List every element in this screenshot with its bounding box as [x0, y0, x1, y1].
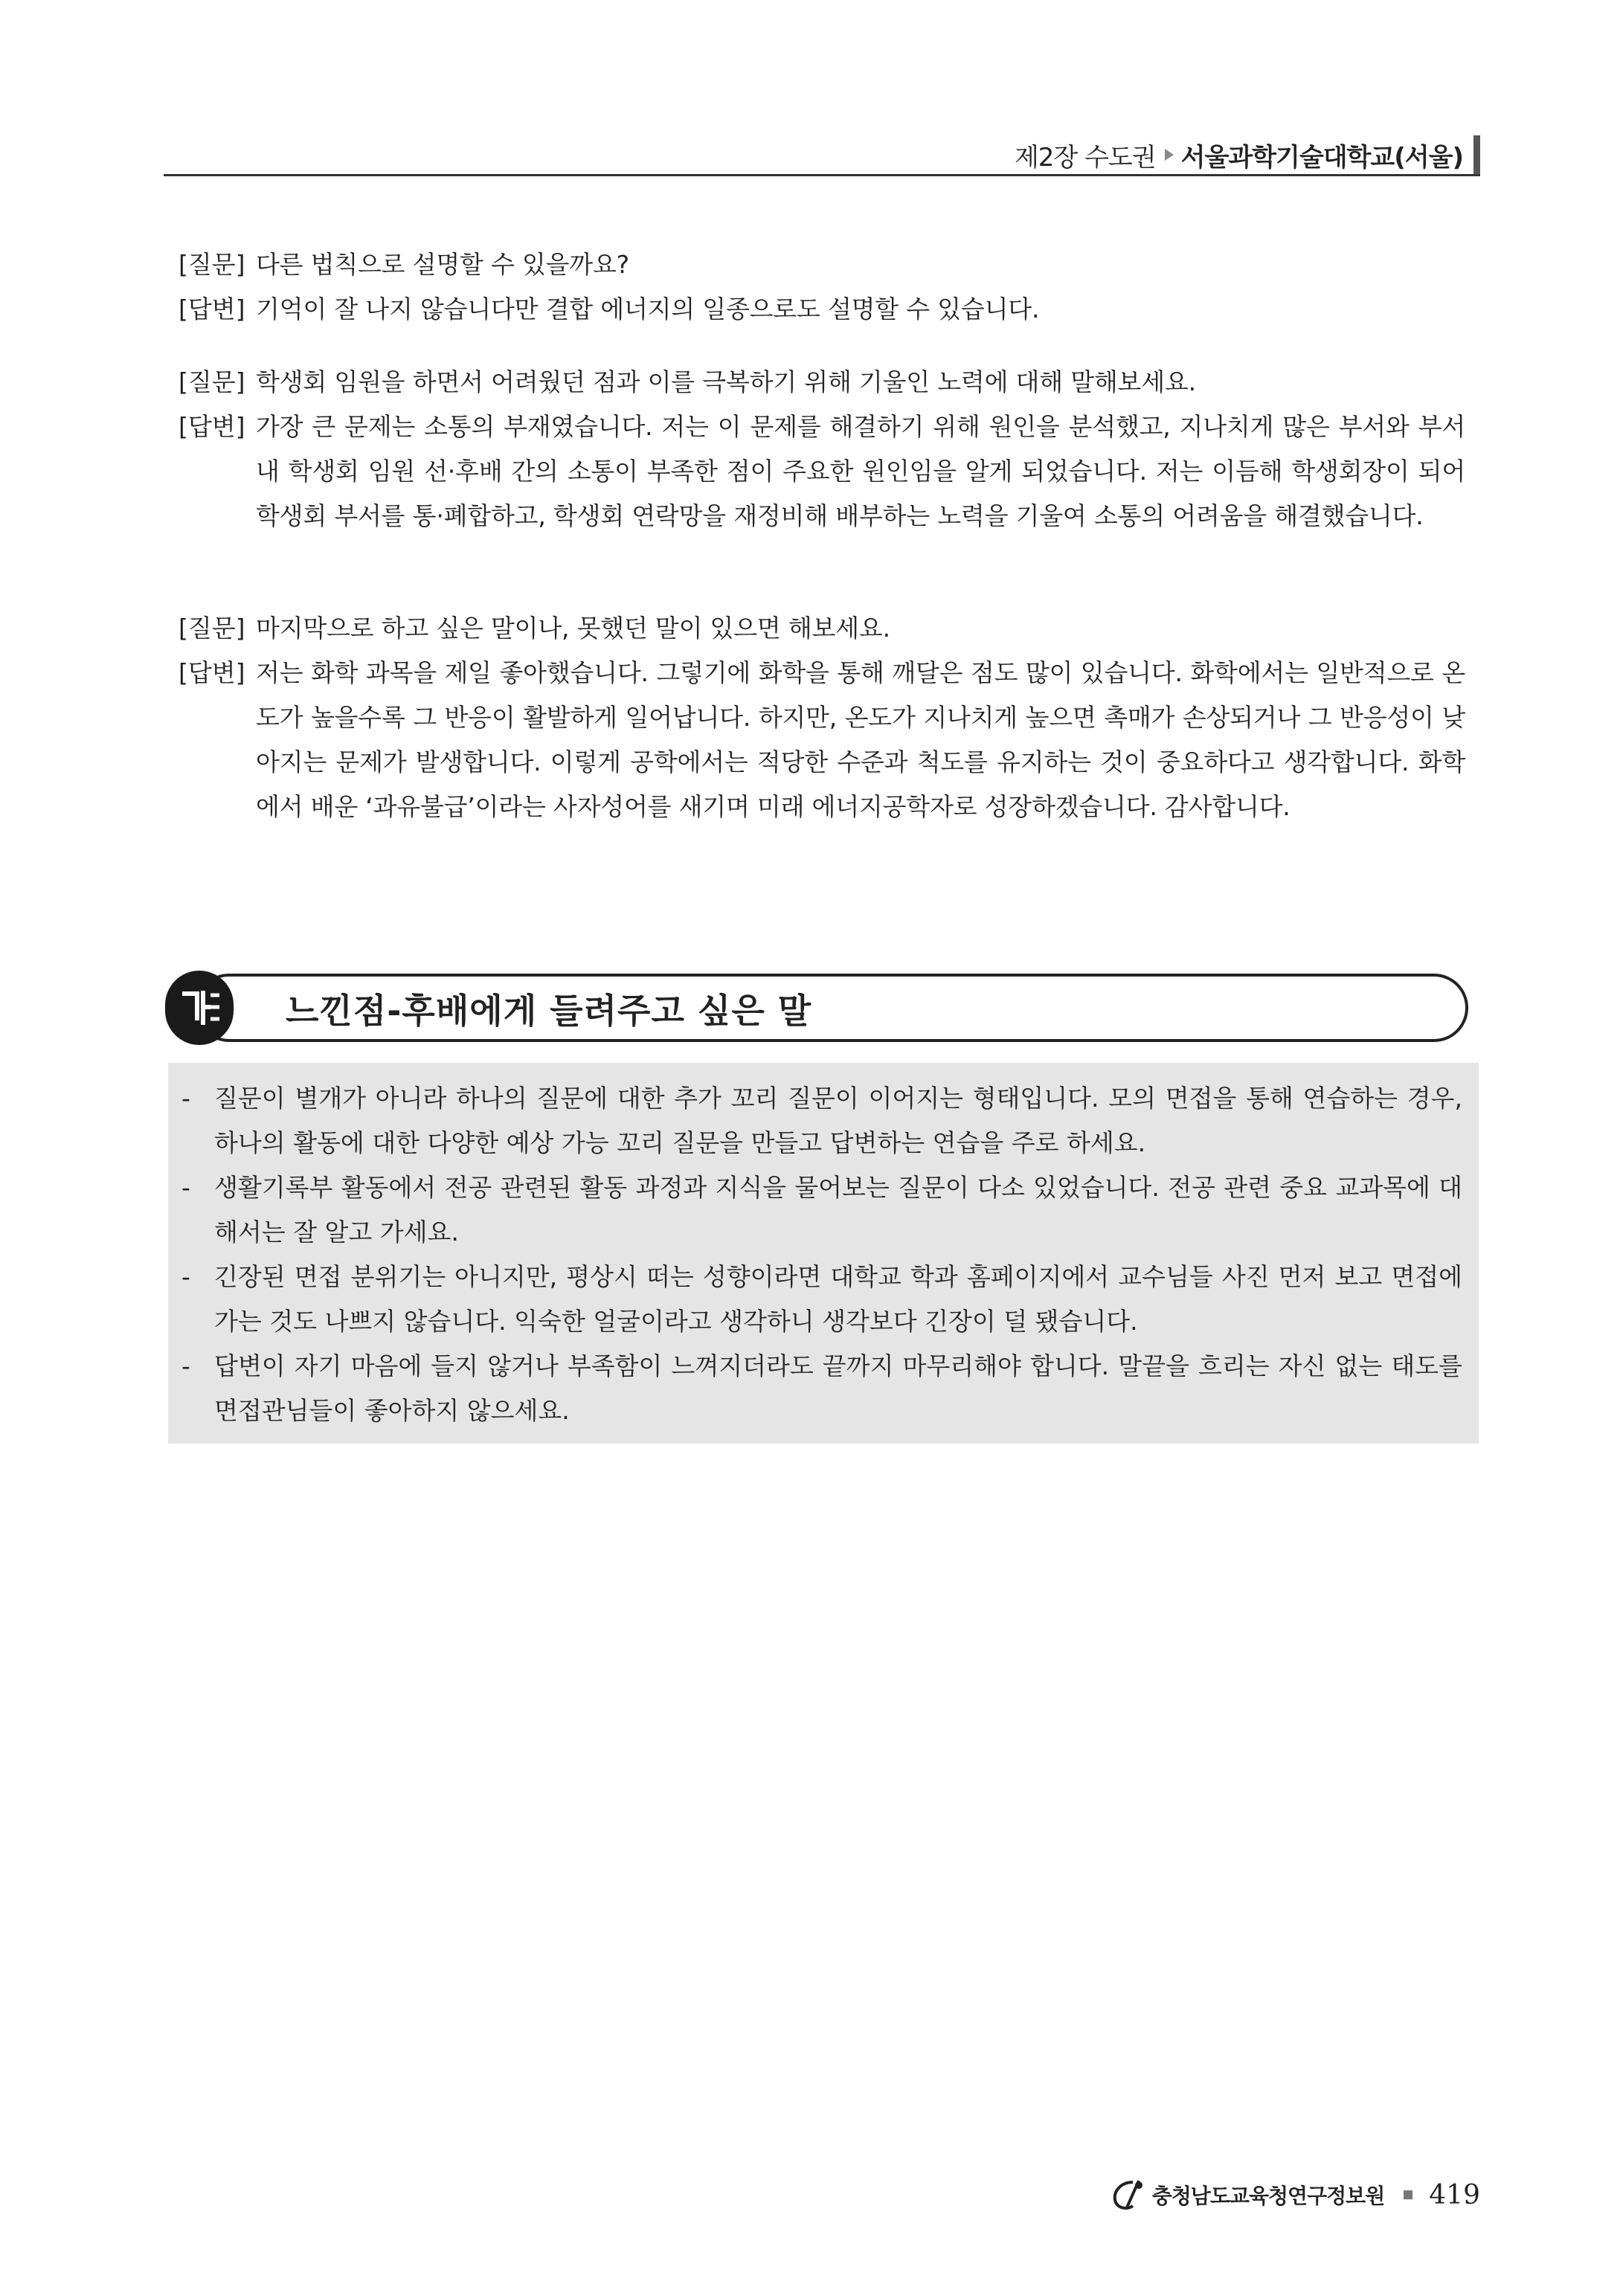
answer-tag: [답변] [179, 412, 245, 441]
qa-answer [179, 405, 1465, 538]
section-title: 느낀점-후배에게 들려주고 싶은 말 [286, 991, 812, 1031]
question-text: 다른 법칙으로 설명할 수 있을까요? [256, 250, 629, 279]
qa-question [179, 242, 1465, 287]
tip-item [181, 1255, 1462, 1344]
section-badge-icon [165, 971, 234, 1045]
page-number: 419 [1429, 2179, 1480, 2210]
answer-text: 저는 화학 과목을 제일 좋아했습니다. 그렇기에 화학을 통해 깨달은 점도 많이 있습니다. 화학에서는 일반적으로 온도가 높을수록 그 반응이 활발하게 일어납니다. 하지만, 온도가 지나치게 높으면 촉매가 손상되거나 그 반응성이 낮아지는 문제가 발생합니다. 이렇게 공학에서는 적당한 수준과 척도를 유지하는 것이 중요하다고 생각합니다. 화학에서 배운 ‘과유불급’이라는 사자성어를 새기며 미래 에너지공학자로 성장하겠습니다. 감사합니다. [256, 658, 1465, 821]
answer-text: 가장 큰 문제는 소통의 부재였습니다. 저는 이 문제를 해결하기 위해 원인을 분석했고, 지나치게 많은 부서와 부서 내 학생회 임원 선·후배 간의 소통이 부족한 점이 주요한 원인임을 알게 되었습니다. 저는 이듬해 학생회장이 되어 학생회 부서를 통·폐합하고, 학생회 연락망을 재정비해 배부하는 노력을 기울여 소통의 어려움을 해결했습니다. [256, 412, 1465, 530]
tip-text: 질문이 별개가 아니라 하나의 질문에 대한 추가 꼬리 질문이 이어지는 형태입니다. 모의 면접을 통해 연습하는 경우, 하나의 활동에 대한 다양한 예상 가능 꼬리 질문을 만들고 답변하는 연습을 주로 하세요. [214, 1084, 1462, 1157]
page-footer [1111, 2178, 1480, 2212]
tip-bullet: - [181, 1173, 190, 1202]
qa-answer [179, 651, 1465, 829]
tips-box [168, 1063, 1479, 1444]
qa-question [179, 606, 1465, 651]
qa-block-2 [179, 360, 1465, 538]
org-logo-icon [1111, 2178, 1148, 2212]
answer-text: 기억이 잘 나지 않습니다만 결합 에너지의 일종으로도 설명할 수 있습니다. [256, 295, 1040, 324]
tip-text: 생활기록부 활동에서 전공 관련된 활동 과정과 지식을 물어보는 질문이 다소 있었습니다. 전공 관련 중요 교과목에 대해서는 잘 알고 가세요. [214, 1173, 1462, 1247]
qa-block-3 [179, 606, 1465, 829]
tip-item [181, 1165, 1462, 1255]
footer-square-icon [1404, 2190, 1413, 2199]
question-tag: [질문] [179, 614, 245, 643]
section-heading [165, 971, 1471, 1045]
qa-answer [179, 287, 1465, 332]
question-text: 마지막으로 하고 싶은 말이나, 못했던 말이 있으면 해보세요. [256, 614, 890, 643]
question-text: 학생회 임원을 하면서 어려웠던 점과 이를 극복하기 위해 기울인 노력에 대해 말해보세요. [256, 367, 1196, 396]
tip-text: 긴장된 면접 분위기는 아니지만, 평상시 떠는 성향이라면 대학교 학과 홈페이지에서 교수님들 사진 먼저 보고 면접에 가는 것도 나쁘지 않습니다. 익숙한 얼굴이라고 생각하니 생각보다 긴장이 덜 됐습니다. [214, 1262, 1462, 1336]
footer-organization: 충청남도교육청연구정보원 [1151, 2184, 1385, 2208]
question-tag: [질문] [179, 367, 245, 396]
qa-question [179, 360, 1465, 405]
header-breadcrumb [1015, 135, 1480, 174]
question-tag: [질문] [179, 250, 245, 279]
header-school: 서울과학기술대학교(서울) [1180, 142, 1463, 173]
header-chapter: 제2장 수도권 [1014, 142, 1156, 173]
running-header [164, 134, 1480, 176]
tip-item [181, 1076, 1462, 1165]
qa-block-1 [179, 242, 1465, 332]
tip-bullet: - [181, 1351, 190, 1380]
tip-item [181, 1344, 1462, 1433]
tip-bullet: - [181, 1262, 190, 1291]
triangle-right-icon [1165, 149, 1174, 161]
answer-tag: [답변] [179, 658, 245, 687]
header-bar-decoration [1473, 135, 1480, 174]
gita-glyph-icon [176, 985, 222, 1031]
answer-tag: [답변] [179, 295, 245, 324]
tip-text: 답변이 자기 마음에 들지 않거나 부족함이 느껴지더라도 끝까지 마무리해야 합니다. 말끝을 흐리는 자신 없는 태도를 면접관님들이 좋아하지 않으세요. [214, 1351, 1462, 1425]
tip-bullet: - [181, 1084, 190, 1113]
